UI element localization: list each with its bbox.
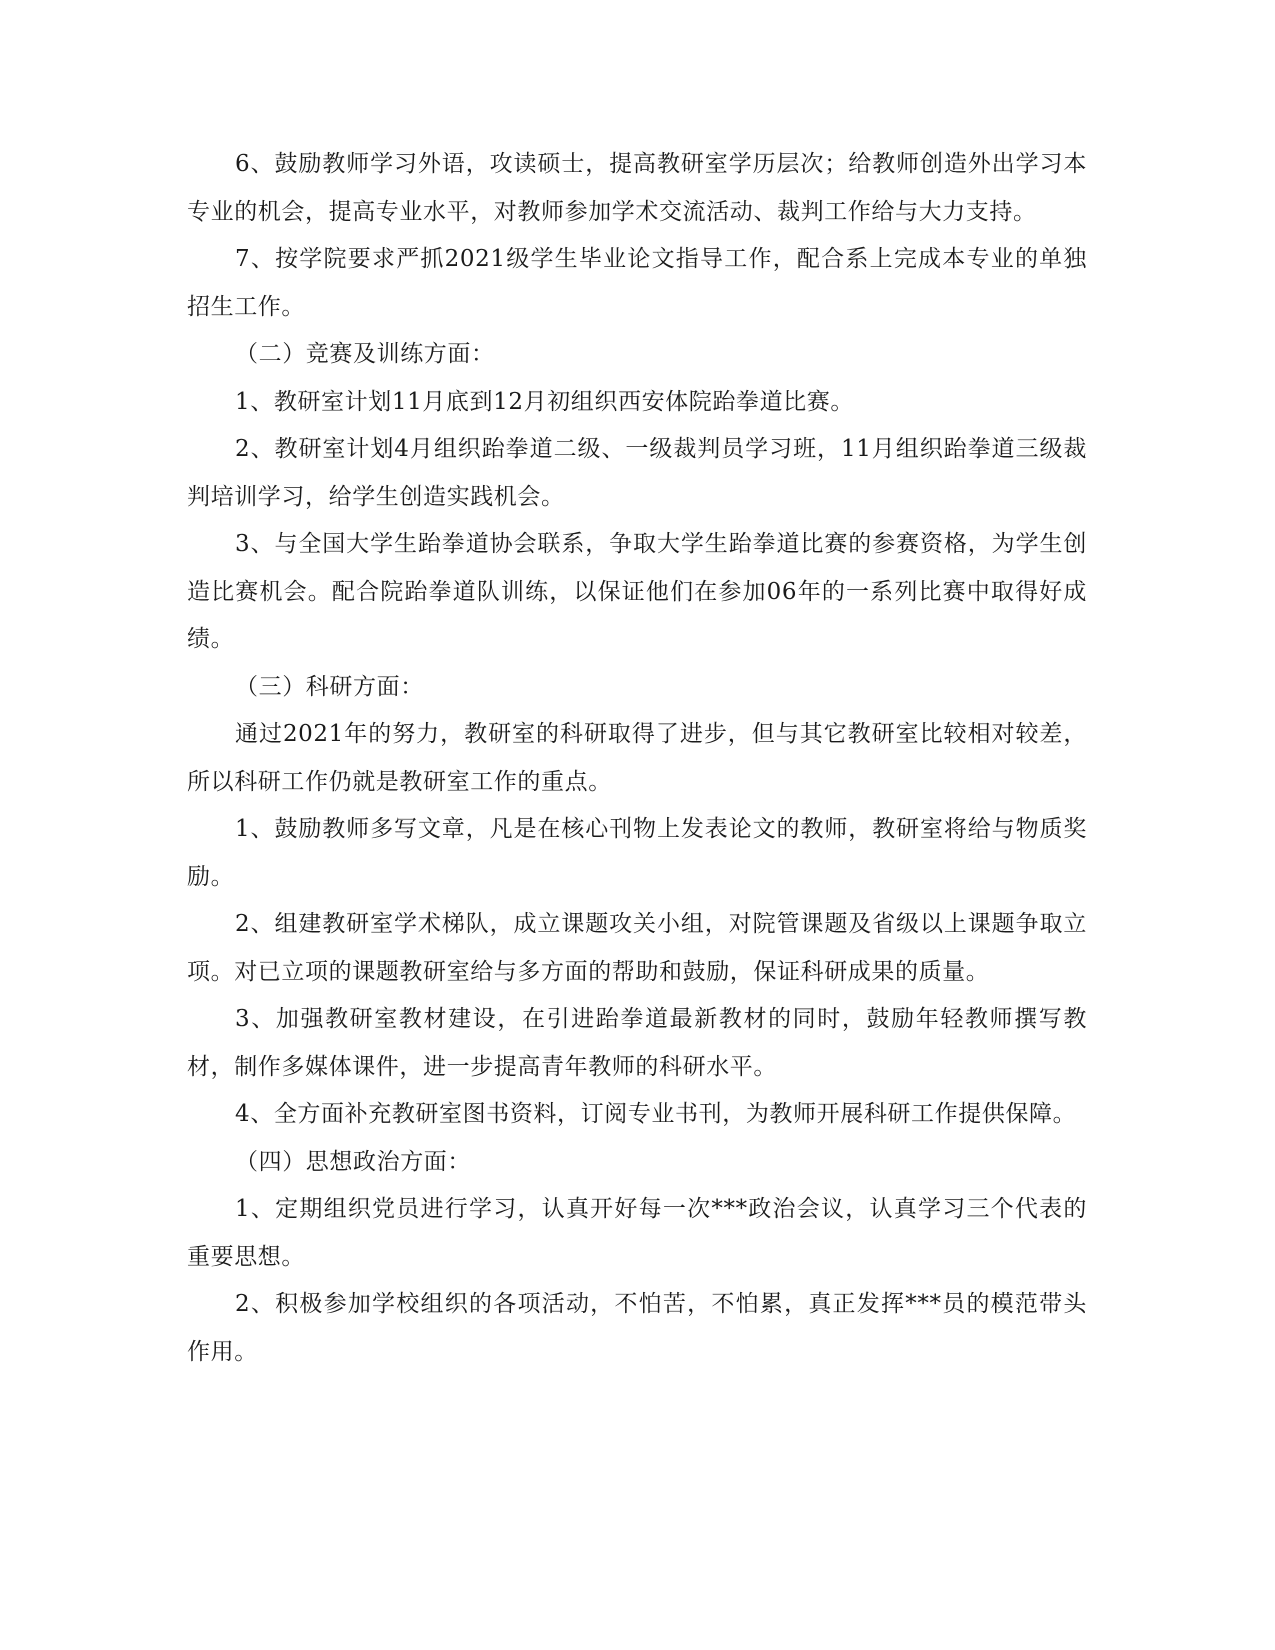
paragraph-item-6-language-study: 6、鼓励教师学习外语，攻读硕士，提高教研室学历层次；给教师创造外出学习本专业的机会，提高专业水平，对教师参加学术交流活动、裁判工作给与大力支持。 xyxy=(187,151,1087,225)
paragraph-competition-2: 2、教研室计划4月组织跆拳道二级、一级裁判员学习班，11月组织跆拳道三级裁判培训学习，给学生创造实践机会。 xyxy=(187,436,1087,510)
paragraph-research-intro: 通过2021年的努力，教研室的科研取得了进步，但与其它教研室比较相对较差，所以科研工作仍就是教研室工作的重点。 xyxy=(187,721,1087,795)
document-body xyxy=(187,141,1087,1376)
paragraph-competition-3: 3、与全国大学生跆拳道协会联系，争取大学生跆拳道比赛的参赛资格，为学生创造比赛机会。配合院跆拳道队训练，以保证他们在参加06年的一系列比赛中取得好成绩。 xyxy=(187,531,1087,652)
paragraph-research-1: 1、鼓励教师多写文章，凡是在核心刊物上发表论文的教师，教研室将给与物质奖励。 xyxy=(187,816,1087,890)
paragraph-competition-1: 1、教研室计划11月底到12月初组织西安体院跆拳道比赛。 xyxy=(235,388,854,415)
section-heading-politics: （四）思想政治方面： xyxy=(235,1148,471,1175)
section-heading-research: （三）科研方面： xyxy=(235,673,424,700)
paragraph-research-2: 2、组建教研室学术梯队，成立课题攻关小组，对院管课题及省级以上课题争取立项。对已立项的课题教研室给与多方面的帮助和鼓励，保证科研成果的质量。 xyxy=(187,911,1087,985)
section-heading-competition: （二）竞赛及训练方面： xyxy=(235,341,495,367)
paragraph-item-7-thesis-guidance: 7、按学院要求严抓2021级学生毕业论文指导工作，配合系上完成本专业的单独招生工作。 xyxy=(187,246,1087,320)
paragraph-politics-1: 1、定期组织党员进行学习，认真开好每一次***政治会议，认真学习三个代表的重要思想。 xyxy=(187,1196,1087,1270)
paragraph-research-3: 3、加强教研室教材建设，在引进跆拳道最新教材的同时，鼓励年轻教师撰写教材，制作多媒体课件，进一步提高青年教师的科研水平。 xyxy=(187,1006,1087,1080)
paragraph-research-4: 4、全方面补充教研室图书资料，订阅专业书刊，为教师开展科研工作提供保障。 xyxy=(235,1101,1077,1127)
paragraph-politics-2: 2、积极参加学校组织的各项活动，不怕苦，不怕累，真正发挥***员的模范带头作用。 xyxy=(187,1291,1087,1365)
